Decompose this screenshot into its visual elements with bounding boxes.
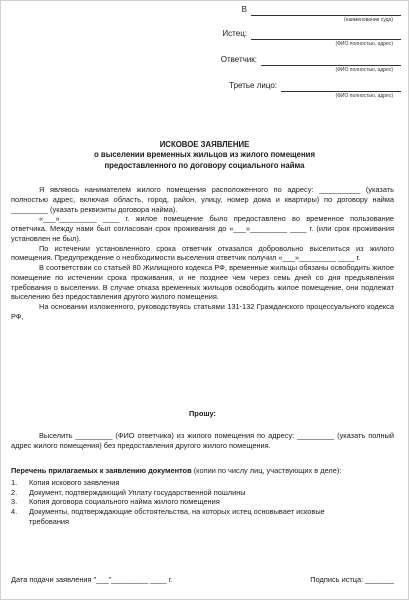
list-item: 4. Документы, подтверждающие обстоятельства, на которых истец основывает исковые требования — [11, 507, 325, 526]
court-hint: (наименование суда) — [343, 16, 393, 23]
request-text: Выселить _________ (ФИО ответчика) из жилого помещения по адресу: _________ (указать полный адрес жилого помещения) без предоставления другого жилого помещения. — [11, 430, 394, 450]
defendant-block — [191, 55, 401, 73]
plaintiff-line — [251, 30, 401, 40]
court-prefix: В — [241, 5, 247, 14]
title-line-1: ИСКОВОЕ ЗАЯВЛЕНИЕ — [159, 140, 250, 149]
document-title — [21, 140, 388, 171]
plaintiff-signature: Подпись истца: _______ — [310, 575, 394, 584]
plaintiff-block — [191, 29, 401, 47]
paragraph-3: По истечении установленного срока ответчик отказался добровольно выселиться из жилого помещения. Предупреждение о необходимости выселения ответчик получил «___»_________ ____ г. — [11, 243, 394, 263]
claim-body — [11, 185, 394, 322]
third-party-label: Третье лицо: — [229, 81, 277, 90]
plaintiff-label: Истец: — [222, 29, 247, 38]
court-block — [191, 5, 401, 23]
defendant-hint: (ФИО полностью, адрес) — [335, 66, 393, 73]
attachments-list — [11, 478, 394, 527]
paragraph-1: Я являюсь нанимателем жилого помещения расположенного по адресу: __________ (указать полностью адрес, включая область, город, район, улицу, номер дома и квартиры) по договору найма _________ (указать реквизиты договора найма). — [11, 185, 394, 214]
third-party-block — [191, 81, 401, 99]
paragraph-4: В соответствии со статьей 80 Жилищного кодекса РФ, временные жильцы обязаны освободить жилое помещение по истечении срока проживания, и не позднее чем через семь дней со дня предъявления требования о выселении. В случае отказа временных жильцов освободить жилое помещение, они подлежат выселению без предоставления другого жилого помещения. — [11, 263, 394, 302]
attachments-heading: Перечень прилагаемых к заявлению документов — [11, 466, 192, 475]
request-heading: Прошу: — [189, 409, 216, 418]
court-line — [251, 6, 401, 16]
attachments-note: (копии по числу лиц, участвующих в деле): — [191, 466, 342, 475]
attachments-block — [11, 466, 394, 527]
title-line-3: предоставленного по договору социального найма — [104, 160, 305, 170]
request-block — [11, 409, 394, 450]
signature-row — [11, 575, 394, 585]
defendant-label: Ответчик: — [220, 55, 257, 64]
third-party-line — [281, 82, 401, 92]
attachments-header — [11, 466, 394, 476]
paragraph-5: На основании изложенного, руководствуясь статьями 131-132 Гражданского процессуального кодекса РФ, — [11, 302, 394, 321]
list-item: 2. Документ, подтверждающий Уплату государственной пошлины — [11, 487, 246, 497]
paragraph-2: «___»_________ ____ г. жилое помещение было предоставлено во временное пользование ответчика. Между нами был согласован срок проживания до «___»_________ ____ г. (или срок проживания установлен не был). — [11, 214, 394, 243]
defendant-line — [261, 56, 401, 66]
plaintiff-hint: (ФИО полностью, адрес) — [335, 40, 393, 47]
title-line-2: о выселении временных жильцов из жилого помещения — [93, 150, 316, 160]
third-party-hint: (ФИО полностью, адрес) — [335, 92, 393, 99]
list-item: 3. Копия договора социального найма жилого помещения — [11, 497, 220, 507]
filing-date: Дата подачи заявления "___"_________ ____ г. — [11, 575, 173, 584]
list-item: 1. Копия искового заявления — [11, 477, 120, 487]
